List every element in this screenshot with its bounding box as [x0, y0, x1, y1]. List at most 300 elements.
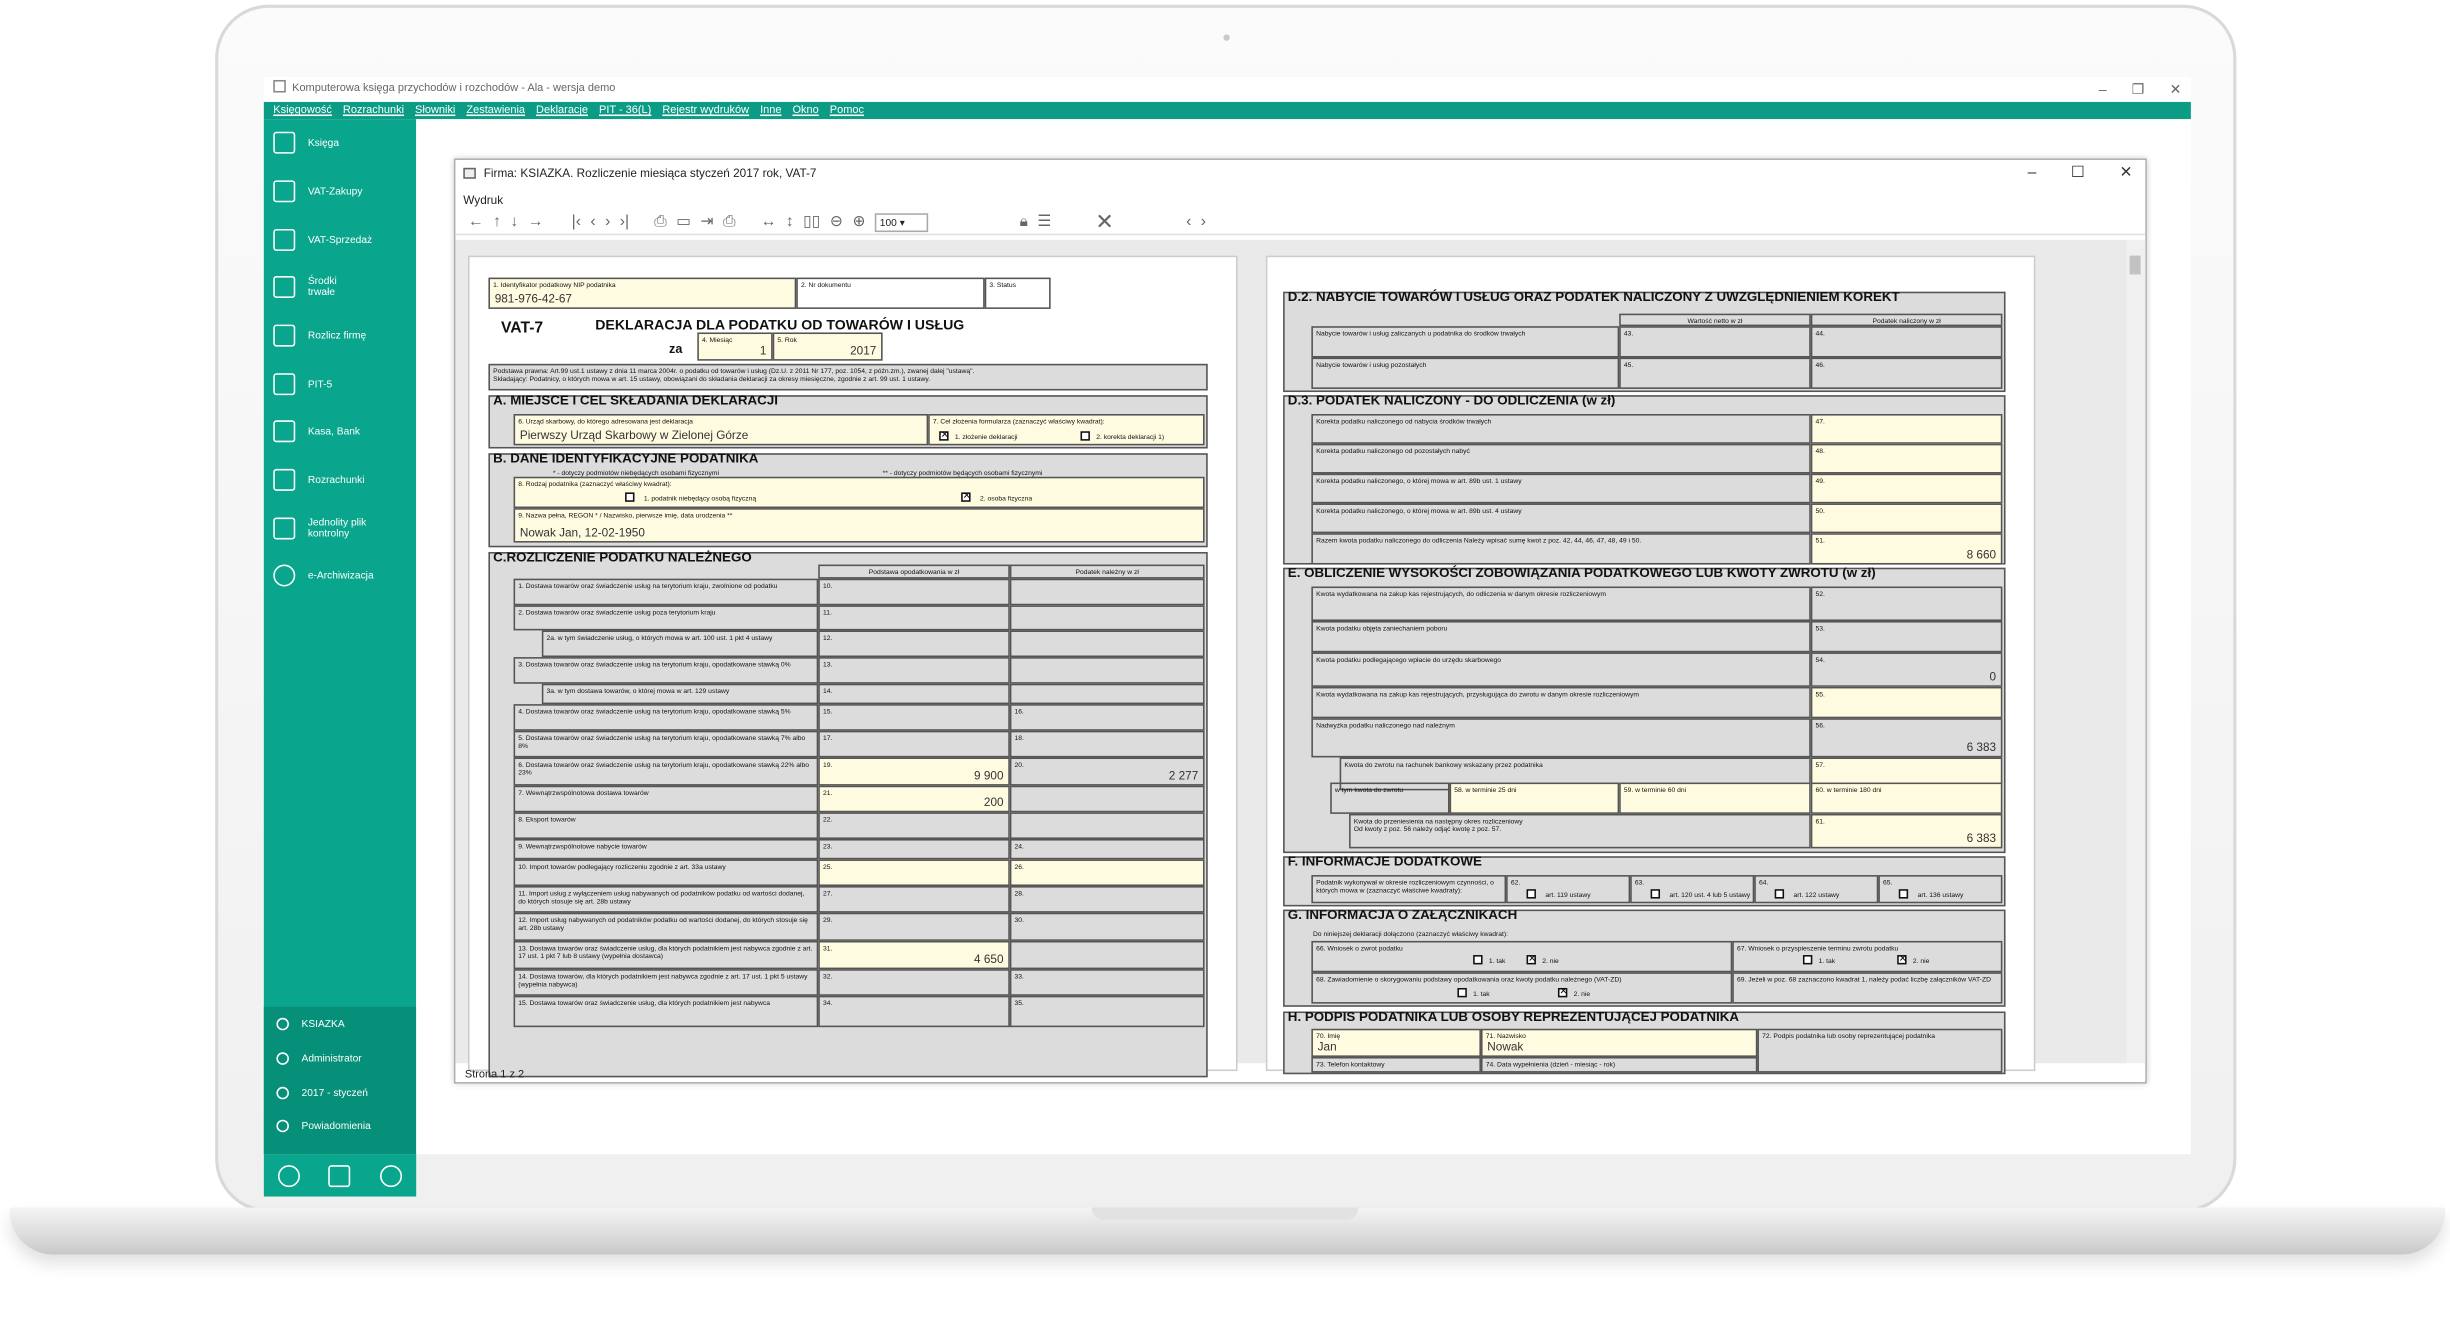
- sidebar-item-jpk[interactable]: [273, 511, 402, 546]
- context-period[interactable]: [276, 1087, 368, 1100]
- field-doc-no[interactable]: [796, 278, 984, 309]
- lock-icon[interactable]: 🔒︎: [1019, 213, 1028, 231]
- vertical-scrollbar[interactable]: [2126, 240, 2145, 1063]
- field-label: 50.: [1815, 506, 1825, 515]
- row-c-tax-field[interactable]: [1010, 839, 1205, 859]
- field-label: 23.: [822, 842, 833, 850]
- minimize-icon[interactable]: –: [2098, 81, 2107, 98]
- row-c-description: [514, 969, 819, 996]
- book-icon: [273, 132, 295, 154]
- field-label: 56.: [1815, 721, 1825, 730]
- maximize-icon[interactable]: ☐: [2070, 164, 2086, 182]
- field-value: 0: [1989, 669, 1997, 684]
- menu-pit36[interactable]: PIT - 36(L): [598, 105, 652, 117]
- row-c-base-field[interactable]: [818, 630, 1010, 657]
- field-label: 13.: [822, 660, 833, 669]
- field-label: 10.: [822, 581, 833, 590]
- close-preview-icon[interactable]: ✕: [1095, 208, 1114, 234]
- minimize-icon[interactable]: –: [2027, 164, 2037, 182]
- row-c-text: 6. Dostawa towarów oraz świadczenie usług na terytorium kraju, opodatkowane stawką 22% albo 23%: [518, 760, 809, 777]
- f-option-4[interactable]: [1878, 875, 2002, 903]
- f-checkbox[interactable]: [1651, 889, 1660, 898]
- field-label: 47.: [1815, 417, 1825, 425]
- field-label: 52.: [1815, 589, 1825, 598]
- sidebar-item-rozrachunki[interactable]: [273, 463, 414, 498]
- field-60[interactable]: 60. w terminie 180 dni: [1811, 783, 2003, 814]
- row-c-text: 7. Wewnątrzwspólnotowa dostawa towarów: [518, 788, 649, 797]
- row-c-base-field[interactable]: [818, 684, 1010, 704]
- row-c-text: 10. Import towarów podlegający rozliczeniu zgodnie z art. 33a ustawy: [518, 862, 726, 871]
- menu-zestawienia[interactable]: Zestawienia: [466, 105, 526, 117]
- legal-basis-text: Podstawa prawna: Art.99 ust.1 ustawy z dnia 11 marca 2004r. o podatku od towarów i usług (Dz.U. z 2011 Nr 177, poz. 1054, z późn.zm.), zwanej dalej "ustawą".: [493, 366, 975, 375]
- sidebar-item-ksiega[interactable]: [273, 125, 414, 160]
- e-row-text: Kwota podatku objęta zaniechaniem poboru: [1316, 624, 1448, 632]
- field-year[interactable]: [773, 332, 883, 360]
- bell-icon: [276, 1120, 289, 1133]
- f-checkbox[interactable]: [1899, 889, 1908, 898]
- row-c-base-field[interactable]: [818, 757, 1010, 785]
- field-value: 981-976-42-67: [494, 291, 573, 306]
- field-label: 43.: [1623, 329, 1634, 338]
- menu-deklaracje[interactable]: Deklaracje: [536, 105, 589, 117]
- window-controls: [2074, 77, 2182, 102]
- row-c-description: [514, 913, 819, 941]
- row-c-tax-field[interactable]: [1010, 757, 1205, 785]
- field-value: Jan: [1317, 1039, 1337, 1054]
- context-label: Administrator: [301, 1053, 362, 1065]
- row-c-base-field[interactable]: [818, 941, 1010, 969]
- field-nip[interactable]: [488, 278, 796, 309]
- f-option-2[interactable]: [1630, 875, 1754, 903]
- sidebar-item-label: Środki trwałe: [307, 276, 337, 298]
- cloud-icon: [273, 565, 295, 587]
- sidebar-item-kasa-bank[interactable]: [273, 414, 414, 449]
- g67-nie-checkbox[interactable]: ✕: [1898, 955, 1907, 965]
- g67-tak-checkbox[interactable]: [1803, 955, 1812, 964]
- przeniesienie-sub: Od kwoty z poz. 56 należy odjąć kwotę z poz. 57.: [1353, 824, 1502, 833]
- row-c-tax-field[interactable]: [1010, 630, 1205, 657]
- row-c-tax-field[interactable]: [1010, 684, 1205, 704]
- field-value: 8 660: [1966, 547, 1997, 562]
- g68-tak-checkbox[interactable]: [1457, 988, 1466, 997]
- d3-row-description: [1311, 533, 1810, 564]
- laptop-notch: [1091, 1208, 1358, 1221]
- section-g-heading: G. INFORMACJA O ZAŁĄCZNIKACH: [1287, 906, 1518, 923]
- calendar-icon: [276, 1087, 289, 1100]
- b-note-1: * - dotyczy podmiotów niebędących osobami fizycznymi: [552, 468, 719, 477]
- list-icon[interactable]: ☰: [1037, 213, 1052, 231]
- context-label: KSIAZKA: [301, 1018, 345, 1030]
- row-c-tax-field[interactable]: [1010, 859, 1205, 886]
- legal-basis: [488, 364, 1207, 391]
- field-data[interactable]: 74. Data wypełnienia (dzień - miesiąc - rok): [1481, 1057, 1757, 1073]
- sidebar-item-label: Rozlicz firmę: [307, 330, 367, 342]
- sidebar-item-label: VAT-Zakupy: [307, 185, 363, 197]
- app-window: [264, 77, 2191, 1154]
- form-title: DEKLARACJA DLA PODATKU OD TOWARÓW I USŁUG: [595, 316, 965, 333]
- field-label: 45.: [1623, 360, 1634, 369]
- f-option-1[interactable]: [1506, 875, 1630, 903]
- checkbox-label: art. 136 ustawy: [1917, 890, 1964, 899]
- d3-row-text: Razem kwota podatku naliczonego do odliczenia Należy wpisać sumę kwot z poz. 42, 44, 46, 47, 48, 49 i 50.: [1316, 536, 1642, 545]
- fit-width-icon[interactable]: ↔: [760, 213, 777, 231]
- field-68[interactable]: [1311, 972, 1732, 1003]
- field-value: Nowak: [1487, 1039, 1524, 1054]
- sidebar: [264, 119, 416, 1154]
- section-d2-heading: D.2. NABYCIE TOWARÓW I USŁUG ORAZ PODATEK NALICZONY Z UWZGLĘDNIENIEM KOREKT: [1287, 288, 1900, 305]
- close-icon[interactable]: ✕: [2119, 164, 2133, 182]
- field-label: 7. Cel złożenia formularza (zaznaczyć właściwy kwadrat):: [932, 417, 1105, 425]
- export-icon[interactable]: ⇥: [700, 213, 714, 231]
- field-label: 26.: [1014, 862, 1024, 871]
- field-label: 48.: [1815, 446, 1825, 455]
- field-telefon[interactable]: 73. Telefon kontaktowy: [1311, 1057, 1481, 1073]
- field-label: 34.: [822, 998, 833, 1007]
- preview-titlebar: [455, 160, 2145, 187]
- field-label: 22.: [822, 815, 833, 824]
- checkbox-label: art. 119 ustawy: [1545, 890, 1591, 899]
- context-notifications[interactable]: [276, 1120, 370, 1133]
- sidebar-item-rozlicz-firme[interactable]: [273, 318, 414, 353]
- field-label: 3. Status: [989, 280, 1017, 289]
- zwrot-label: w tym kwota do zwrotu: [1330, 783, 1449, 814]
- kind-checkbox-1[interactable]: [625, 492, 634, 501]
- field-label: 15.: [822, 707, 833, 716]
- row-c-base-field[interactable]: [818, 731, 1010, 758]
- zoom-in-icon[interactable]: ⊕: [852, 213, 866, 231]
- d2-row-text: Nabycie towarów i usług pozostałych: [1316, 360, 1427, 369]
- menu-okno[interactable]: Okno: [792, 105, 819, 117]
- field-value: 6 383: [1966, 831, 1997, 846]
- row-c-base-field[interactable]: [818, 969, 1010, 996]
- row-c-description: [514, 859, 819, 886]
- row-c-description: [514, 786, 819, 813]
- row-c-base-field[interactable]: [818, 704, 1010, 731]
- menu-rozrachunki[interactable]: Rozrachunki: [342, 105, 405, 117]
- field-label: 33.: [1014, 972, 1024, 981]
- f-option-3[interactable]: [1754, 875, 1878, 903]
- field-nazwisko[interactable]: [1481, 1029, 1757, 1057]
- field-value: 9 900: [974, 768, 1004, 783]
- back-icon[interactable]: ‹: [1186, 213, 1192, 231]
- field-label: 24.: [1014, 842, 1024, 850]
- row-c-text: 1. Dostawa towarów oraz świadczenie usług na terytorium kraju, zwolnione od podatku: [518, 581, 778, 590]
- e-value-field[interactable]: [1811, 718, 2003, 757]
- section-f-heading: F. INFORMACJE DODATKOWE: [1287, 853, 1482, 869]
- row-c-base-field[interactable]: [818, 657, 1010, 684]
- sidebar-item-pit5[interactable]: [273, 367, 414, 402]
- row-c-text: 13. Dostawa towarów oraz świadczenie usług, dla których podatnikiem jest nabywca zgodnie z art. 17 ust. 1 pkt 7 lub 8 ustawy (wypełnia dostawca): [518, 944, 813, 960]
- checkbox-label: 2. nie: [1912, 956, 1930, 965]
- zoom-select[interactable]: 100 ▾: [875, 212, 928, 231]
- d3-row-text: Korekta podatku naliczonego od nabycia środków trwałych: [1316, 417, 1492, 425]
- d2-net-field[interactable]: [1619, 326, 1811, 357]
- d2-tax-field[interactable]: [1811, 358, 2003, 389]
- field-label: 18.: [1014, 733, 1024, 742]
- register-icon: [273, 229, 295, 251]
- sidebar-item-label: Rozrachunki: [307, 474, 365, 486]
- row-c-tax-field[interactable]: [1010, 605, 1205, 630]
- field-office[interactable]: [514, 414, 929, 445]
- field-67[interactable]: [1732, 941, 2002, 972]
- arrow-right-icon[interactable]: →: [527, 213, 544, 231]
- field-label: 29.: [822, 915, 833, 924]
- row-c-description: [514, 731, 819, 758]
- field-label: 35.: [1014, 998, 1024, 1007]
- sidebar-item-e-archiwizacja[interactable]: [273, 558, 414, 593]
- field-label: 9. Nazwa pełna, REGON * / Nazwisko, pierwsze imię, data urodzenia **: [518, 511, 733, 520]
- row-c-text: 15. Dostawa towarów oraz świadczenie usług, dla których podatnikiem jest nabywca: [518, 998, 770, 1007]
- row-c-base-field[interactable]: [818, 786, 1010, 813]
- field-month[interactable]: [697, 332, 772, 360]
- e-value-field[interactable]: [1811, 652, 2003, 687]
- menu-inne[interactable]: Inne: [760, 105, 782, 117]
- field-taxpayer-kind[interactable]: [514, 477, 1205, 508]
- field-label: 12.: [822, 633, 833, 642]
- row-c-base-field[interactable]: [818, 996, 1010, 1027]
- e-row-description: [1311, 687, 1810, 718]
- checkbox-label: 2. nie: [1573, 989, 1591, 998]
- row-c-tax-field[interactable]: [1010, 812, 1205, 839]
- field-imie[interactable]: [1311, 1029, 1481, 1057]
- camera-dot: [1223, 35, 1229, 41]
- sidebar-item-srodki-trwale[interactable]: [273, 270, 367, 305]
- section-h-heading: H. PODPIS PODATNIKA LUB OSOBY REPREZENTUJĄCEJ PODATNIKA: [1287, 1008, 1740, 1025]
- last-page-icon[interactable]: ›|: [619, 213, 630, 231]
- arrow-left-icon[interactable]: ←: [468, 213, 484, 231]
- context-company[interactable]: [276, 1018, 344, 1031]
- sidebar-footer: [264, 1154, 416, 1196]
- e-value-field[interactable]: [1811, 621, 2003, 652]
- field-61[interactable]: [1811, 814, 2003, 849]
- menu-bar: [264, 102, 2191, 119]
- row-c-base-field[interactable]: [818, 605, 1010, 630]
- row-c-text: 11. Import usług z wyłączeniem usług nabywanych od podatników podatku od wartości dodanej, do których stosuje się art. 28b ustawy: [518, 889, 805, 905]
- e-row-text: Kwota wydatkowana na zakup kas rejestrujących, przysługująca do zwrotu w danym okresie rozliczeniowym: [1316, 690, 1640, 698]
- two-pages-icon[interactable]: ▯▯: [803, 213, 821, 231]
- d3-row-description: [1311, 414, 1810, 444]
- first-page-icon[interactable]: |‹: [571, 213, 581, 231]
- field-label: 5. Rok: [777, 335, 797, 344]
- menu-slowniki[interactable]: Słowniki: [415, 105, 456, 117]
- f-checkbox[interactable]: [1527, 889, 1536, 898]
- purpose-checkbox-1[interactable]: ✕: [940, 431, 949, 441]
- zoom-out-icon[interactable]: ⊖: [829, 213, 844, 231]
- prev-page-icon[interactable]: ‹: [590, 213, 596, 231]
- shuffle-icon[interactable]: [329, 1164, 351, 1186]
- bank-icon: [273, 420, 295, 442]
- field-label: 27.: [822, 889, 833, 898]
- field-59[interactable]: 59. w terminie 60 dni: [1619, 783, 1811, 814]
- forward-icon[interactable]: ›: [1200, 213, 1207, 231]
- przeniesienie-label: [1349, 814, 1811, 849]
- g66-tak-checkbox[interactable]: [1473, 955, 1482, 964]
- field-label: 30.: [1014, 915, 1024, 924]
- d3-row-text: Korekta podatku naliczonego, o której mowa w art. 89b ust. 1 ustawy: [1316, 476, 1522, 485]
- close-icon[interactable]: ✕: [2169, 81, 2182, 98]
- e-row-text: Nadwyżka podatku naliczonego nad należnym: [1316, 721, 1455, 730]
- kind-checkbox-2[interactable]: ✕: [962, 492, 971, 502]
- page-1: [468, 256, 1238, 1071]
- row-c-text: 9. Wewnątrzwspólnotowe nabycie towarów: [518, 842, 647, 850]
- settle-icon: [273, 325, 295, 347]
- field-label: 44.: [1815, 329, 1825, 338]
- row-c-description: [542, 630, 818, 657]
- d3-value-field[interactable]: [1811, 474, 2003, 504]
- checkbox-label: 1. tak: [1488, 956, 1506, 965]
- next-page-icon[interactable]: ›: [605, 213, 611, 231]
- row-c-description: [514, 579, 819, 606]
- f-label: Podatnik wykonywał w okresie rozliczeniowym czynności, o których mowa w (zaznaczyć właściwe kwadraty):: [1311, 875, 1506, 903]
- b-note-2: ** - dotyczy podmiotów będących osobami fizycznymi: [882, 468, 1043, 477]
- checkbox-label: 1. podatnik niebędący osobą fizyczną: [643, 493, 757, 502]
- row-c-tax-field[interactable]: [1010, 657, 1205, 684]
- row-c-base-field[interactable]: [818, 886, 1010, 913]
- row-c-base-field[interactable]: [818, 579, 1010, 606]
- field-value: 4 650: [974, 951, 1004, 967]
- form-za: za: [669, 341, 683, 356]
- row-c-base-field[interactable]: [818, 859, 1010, 886]
- row-c-text: 12. Import usług nabywanych od podatników podatku od wartości dodanej, do których stosuje się art. 28b ustawy: [518, 915, 808, 932]
- field-label: 31.: [822, 944, 833, 952]
- row-c-text: 2a. w tym świadczenie usług, o których mowa w art. 100 ust. 1 pkt 4 ustawy: [546, 633, 773, 642]
- section-e-heading: E. OBLICZENIE WYSOKOŚCI ZOBOWIĄZANIA PODATKOWEGO LUB KWOTY ZWROTU (w zł): [1287, 564, 1876, 581]
- field-label: 28.: [1014, 889, 1024, 898]
- f-checkbox[interactable]: [1775, 889, 1784, 898]
- sidebar-context: [264, 1007, 416, 1154]
- d2-net-field[interactable]: [1619, 358, 1811, 389]
- field-66[interactable]: [1311, 941, 1732, 972]
- row-c-base-field[interactable]: [818, 913, 1010, 941]
- print-settings-icon[interactable]: ⎙: [723, 213, 736, 231]
- checkbox-label: 2. osoba fizyczna: [979, 493, 1033, 502]
- menu-wydruk[interactable]: Wydruk: [463, 192, 504, 208]
- row-c-tax-field[interactable]: [1010, 704, 1205, 731]
- row-c-description: [514, 657, 819, 684]
- field-podpis[interactable]: 72. Podpis podatnika lub osoby reprezentującej podatnika: [1757, 1029, 2002, 1073]
- field-label: 49.: [1815, 476, 1825, 485]
- context-user[interactable]: [276, 1052, 361, 1065]
- page-2: [1266, 256, 2036, 1071]
- e-value-field[interactable]: [1811, 687, 2003, 718]
- xml-icon[interactable]: ▭: [676, 213, 692, 231]
- menu-pomoc[interactable]: Pomoc: [829, 105, 864, 117]
- row-c-text: 3a. w tym dostawa towarów, o której mowa w art. 129 ustawy: [546, 686, 730, 695]
- d3-value-field[interactable]: [1811, 444, 2003, 474]
- checkbox-label: art. 122 ustawy: [1793, 890, 1840, 899]
- sidebar-item-label: PIT-5: [307, 378, 333, 390]
- tax-icon: [273, 373, 295, 395]
- row-c-text: 5. Dostawa towarów oraz świadczenie usług na terytorium kraju, opodatkowane stawką 7% albo 8%: [518, 733, 806, 750]
- row-c-description: [514, 605, 819, 630]
- g66-nie-checkbox[interactable]: ✕: [1528, 955, 1536, 965]
- d3-row-description: [1311, 444, 1810, 474]
- field-value: Nowak Jan, 12-02-1950: [519, 525, 645, 540]
- section-a-heading: A. MIEJSCE I CEL SKŁADANIA DEKLARACJI: [493, 392, 778, 408]
- field-value: Pierwszy Urząd Skarbowy w Zielonej Górze: [519, 428, 749, 443]
- row-c-description: [514, 704, 819, 731]
- close-circle-icon[interactable]: [380, 1164, 402, 1186]
- e-value-field[interactable]: [1811, 587, 2003, 622]
- gear-icon[interactable]: [278, 1164, 300, 1186]
- d2-row-description: [1311, 326, 1619, 357]
- field-value: 1: [759, 343, 767, 358]
- row-c-tax-field[interactable]: [1010, 941, 1205, 969]
- row-c-base-field[interactable]: [818, 839, 1010, 859]
- field-status[interactable]: [985, 278, 1051, 309]
- row-c-tax-field[interactable]: [1010, 969, 1205, 996]
- menu-rejestr[interactable]: Rejestr wydruków: [662, 105, 750, 117]
- field-label: 70. Imię: [1316, 1031, 1341, 1040]
- row-c-text: 3. Dostawa towarów oraz świadczenie usług na terytorium kraju, opodatkowane stawką 0%: [518, 660, 791, 669]
- preview-controls: [1993, 160, 2133, 187]
- field-58[interactable]: 58. w terminie 25 dni: [1450, 783, 1620, 814]
- g68-nie-checkbox[interactable]: ✕: [1559, 987, 1568, 998]
- purpose-checkbox-2[interactable]: [1081, 431, 1090, 440]
- fit-height-icon[interactable]: ↕: [785, 213, 794, 231]
- arrow-down-icon[interactable]: ↓: [510, 213, 519, 231]
- row-c-tax-field[interactable]: [1010, 731, 1205, 758]
- field-label: 1. Identyfikator podatkowy NIP podatnika: [493, 280, 616, 289]
- field-label: 62.: [1510, 878, 1521, 887]
- row-c-text: 8. Eksport towarów: [518, 815, 576, 824]
- sidebar-item-vat-sprzedaz[interactable]: [273, 223, 414, 258]
- row-c-description: [514, 886, 819, 913]
- restore-icon[interactable]: ❐: [2131, 81, 2145, 98]
- g-note: Do niniejszej deklaracji dołączono (zaznaczyć właściwy kwadrat):: [1312, 929, 1508, 938]
- sidebar-item-vat-zakupy[interactable]: [273, 174, 414, 209]
- print-preview-window: [454, 158, 2147, 1083]
- field-label: 67. Wniosek o przyspieszenie terminu zwrotu podatku: [1736, 944, 1899, 952]
- row-c-tax-field[interactable]: [1010, 913, 1205, 941]
- row-c-description: [542, 684, 818, 704]
- d3-value-field[interactable]: [1811, 414, 2003, 444]
- workspace: [416, 119, 2191, 1154]
- field-label: 64.: [1758, 878, 1769, 887]
- field-69[interactable]: 69. Jeżeli w poz. 68 zaznaczono kwadrat 1, należy podać liczbę załączników VAT-ZD: [1732, 972, 2002, 1003]
- checkbox-label: 1. tak: [1818, 956, 1836, 965]
- field-label: 8. Rodzaj podatnika (zaznaczyć właściwy kwadrat):: [518, 479, 672, 488]
- d3-value-field[interactable]: [1811, 503, 2003, 533]
- form-code: VAT-7: [500, 319, 544, 338]
- arrow-up-icon[interactable]: ↑: [493, 213, 501, 231]
- field-label: 32.: [822, 972, 833, 981]
- row-c-tax-field[interactable]: [1010, 886, 1205, 913]
- row-c-description: [514, 812, 819, 839]
- row-c-text: 14. Dostawa towarów, dla których podatnikiem jest nabywca zgodnie z art. 17 ust. 1 pkt 5 ustawy (wypełnia nabywca): [518, 972, 808, 988]
- field-purpose[interactable]: [928, 414, 1204, 445]
- przeniesienie-text: Kwota do przeniesienia na następny okres rozliczeniowy: [1353, 817, 1523, 825]
- sidebar-item-label: Kasa, Bank: [307, 425, 361, 437]
- row-c-description: [514, 839, 819, 859]
- scrollbar-thumb[interactable]: [2130, 256, 2141, 275]
- field-label: 65.: [1883, 878, 1893, 887]
- e-row-description: [1311, 718, 1810, 757]
- row-c-tax-field[interactable]: [1010, 786, 1205, 813]
- d2-tax-field[interactable]: [1811, 326, 2003, 357]
- row-c-tax-field[interactable]: [1010, 579, 1205, 606]
- field-name[interactable]: [514, 508, 1205, 543]
- field-label: 20.: [1014, 760, 1024, 769]
- field-label: 16.: [1014, 707, 1024, 716]
- d3-row-text: Korekta podatku naliczonego od pozostałych nabyć: [1316, 446, 1470, 455]
- row-c-base-field[interactable]: [818, 812, 1010, 839]
- print-icon[interactable]: ⎙: [654, 213, 667, 231]
- menu-ksiegowosc[interactable]: Księgowość: [273, 105, 332, 117]
- row-c-tax-field[interactable]: [1010, 996, 1205, 1027]
- context-label: Powiadomienia: [301, 1120, 371, 1132]
- d3-value-field[interactable]: [1811, 533, 2003, 564]
